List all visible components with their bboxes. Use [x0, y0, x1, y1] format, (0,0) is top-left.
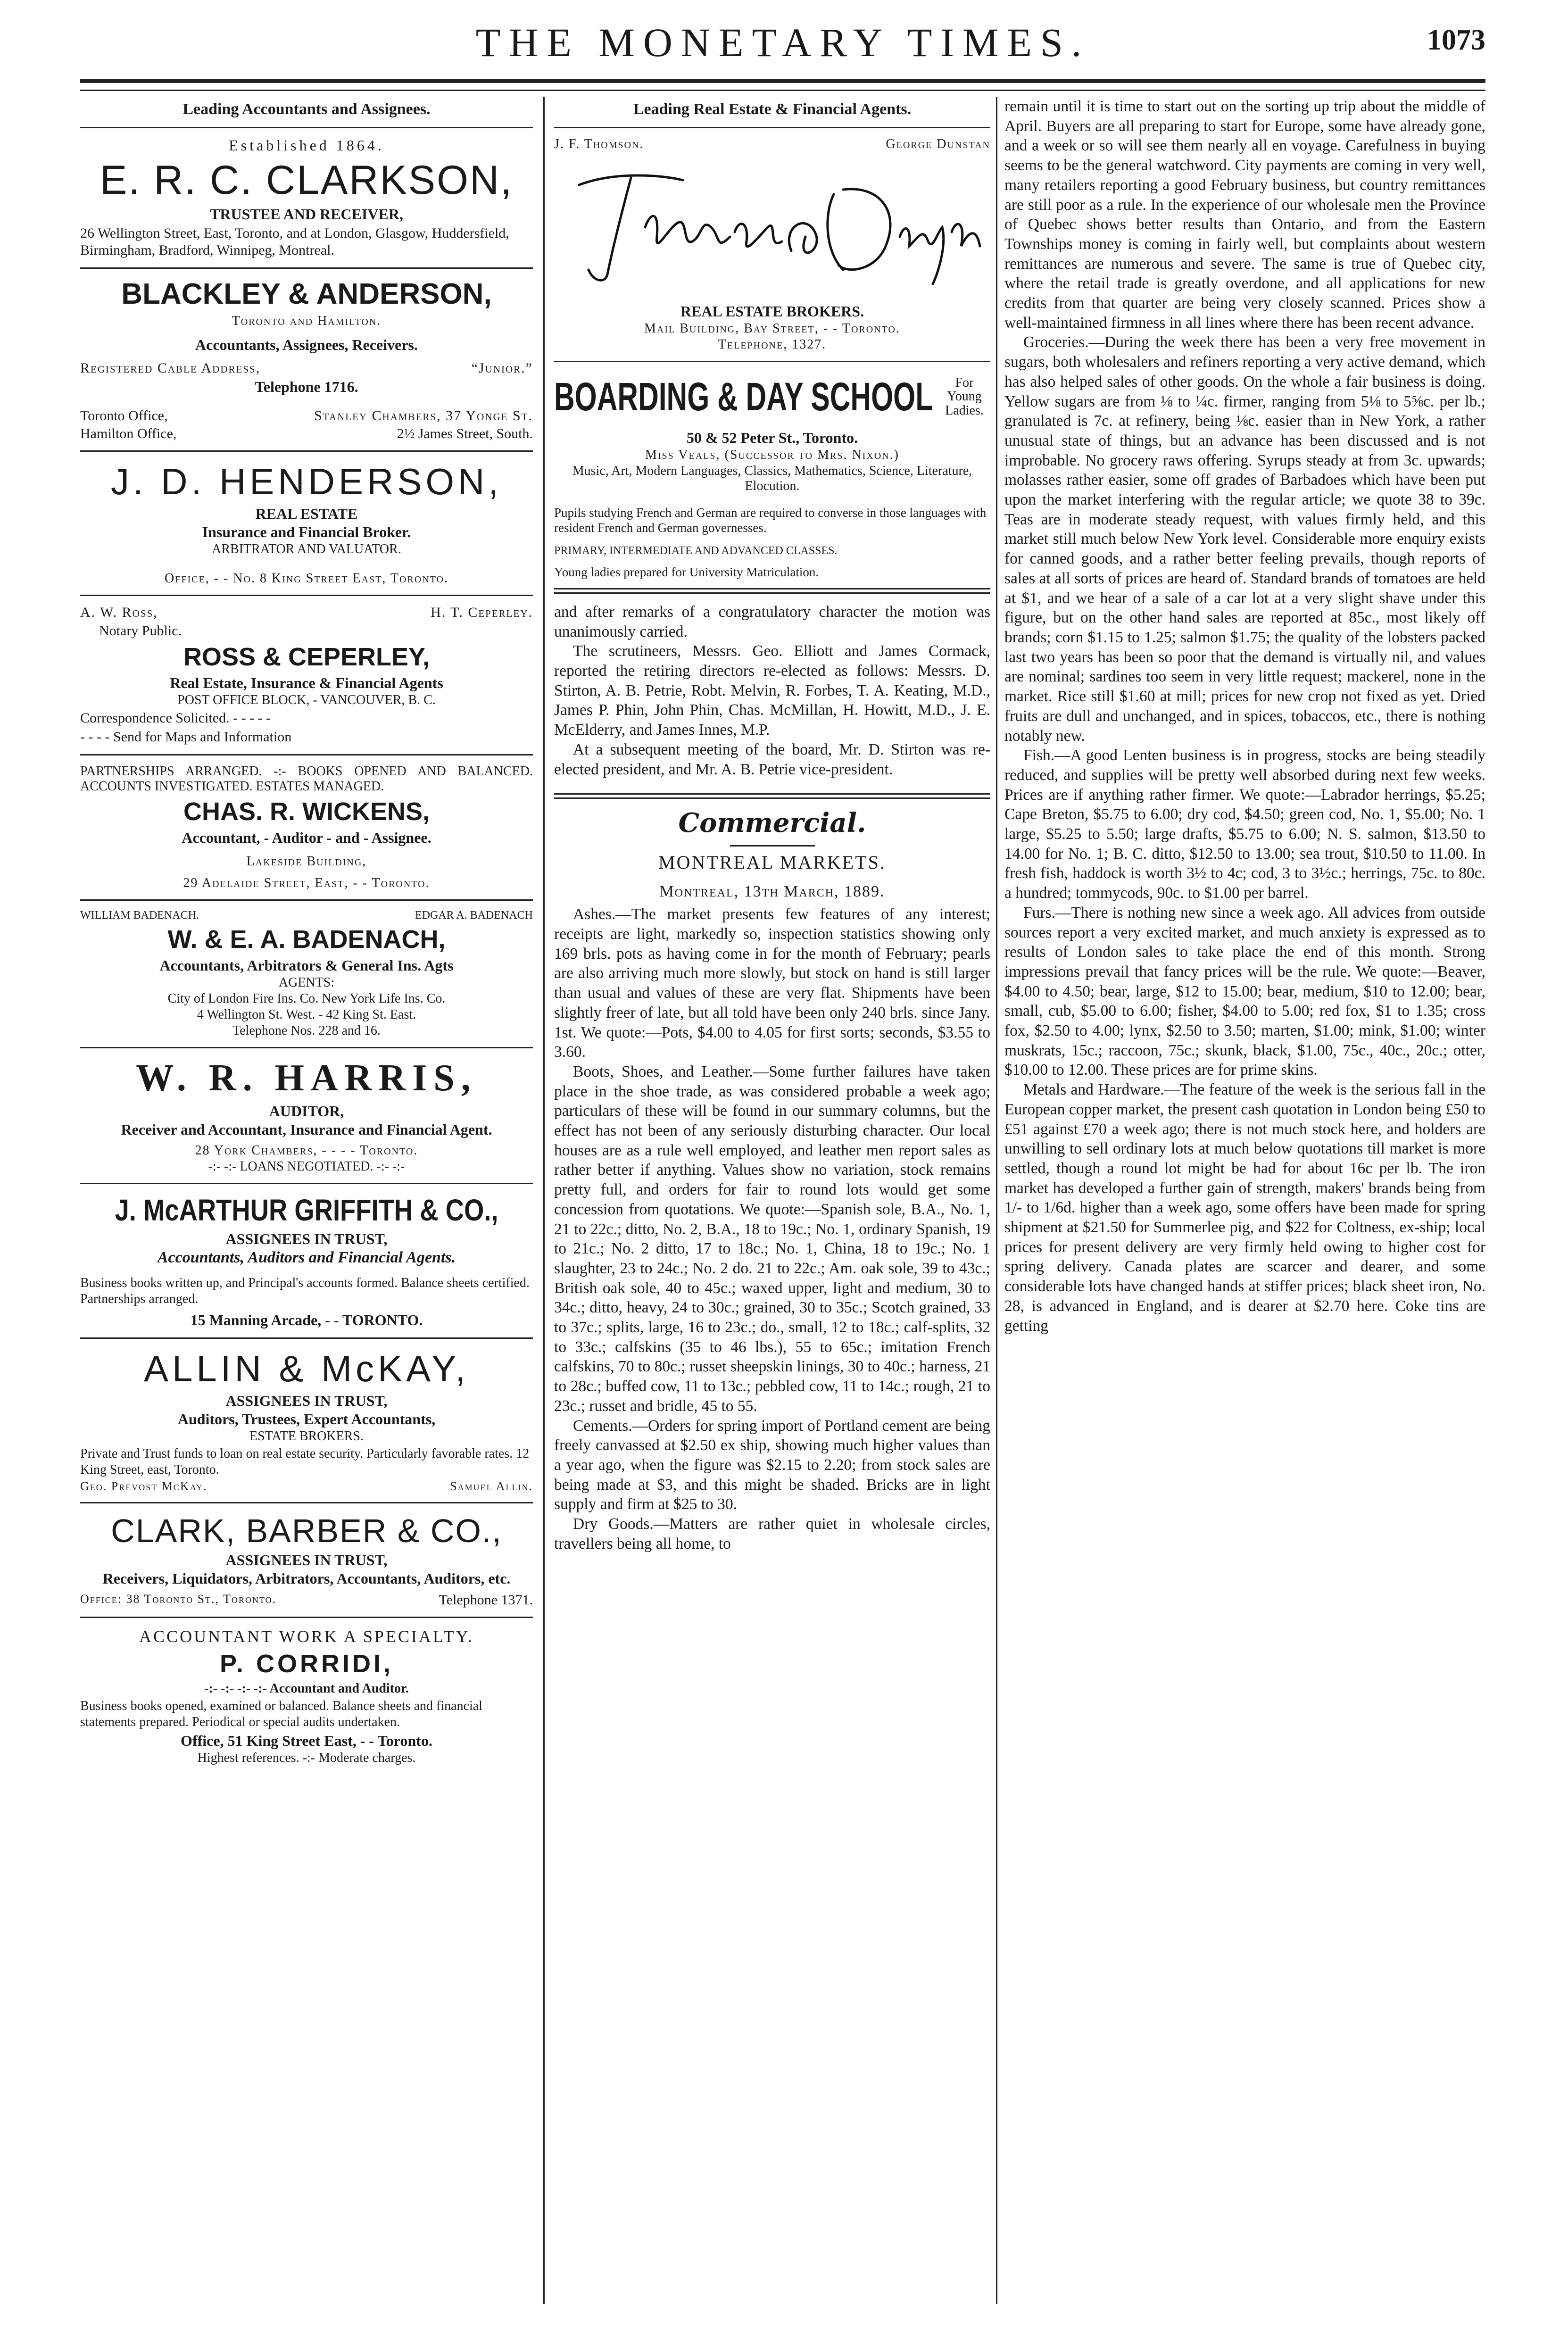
ad-text: Private and Trust funds to loan on real estate security. Particularly favorable rates. 12 King Street, east, Toronto. — [80, 1446, 530, 1477]
partner-name: H. T. Ceperley. — [431, 605, 533, 620]
paragraph-metals: Metals and Hardware.—The feature of the week is the serious fall in the European copper market, the present cash quotation in London being £50 to £51 against £70 a week ago; there is not much stock here, and holders are unwilling to sell ordinary lots at much below quotations till market is more settled, though a round lot might be had for about 16c per lb. The iron market has developed a further gain of strength, makers' brands being from 1/- to 1/6d. higher than a week ago, some offers have been made for spring shipment at $21.50 for Summerlee pig, and $22 for Coltness, ex-ship; local prices for present delivery are very firmly held owing to higher cost for spring delivery. Canada plates are scarcer and dearer, and some considerable lots have changed hands at stiffer prices; black sheet iron, No. 28, is advanced in England, and is dearer at $2.70 here. Coke tins are getting — [1004, 1081, 1485, 1335]
partner-name: Samuel Allin. — [450, 1479, 533, 1494]
hamilton-office-row — [80, 426, 533, 442]
established-line: Established 1864. — [229, 137, 384, 154]
toronto-office-row — [80, 408, 533, 424]
paragraph-furs: Furs.—There is nothing new since a week ago. All advices from outside sources report a very excited market, and much anxiety is expressed as to results of London sales to take place the end of this month. Strong impressions prevail that fancy prices will be the rule. We quote:—Beaver, $4.00 to 4.50; bear, large, $12 to 15.00; bear, medium, $10 to 12.00; bear, small, cub, $5.00 to 6.00; fisher, $4.00 to 5.00; red fox, $1 to 1.35; cross fox, $2.50 to 4.00; lynx, $2.50 to 3.50; marten, $1.00; mink, $1.00; winter muskrats, 15c.; raccoon, 75c.; skunk, black, $1.00, 75c., 40c., 20c.; otter, $10.00 to 12.00. These prices are for prime skins. — [1004, 904, 1485, 1079]
ad-badenach — [80, 909, 533, 1038]
firm-role: -:- -:- -:- -:- Accountant and Auditor. — [204, 1681, 409, 1696]
note-classes: PRIMARY, INTERMEDIATE AND ADVANCED CLASSES. — [554, 544, 838, 557]
firm-name: J. D. HENDERSON, — [110, 461, 503, 502]
firm-name: E. R. C. CLARKSON, — [100, 158, 513, 203]
ad-henderson — [80, 460, 533, 586]
paragraph: At a subsequent meeting of the board, Mr. D. Stirton was re-elected president, and Mr. A. B. Petrie vice-president. — [554, 740, 990, 778]
partner-name: J. F. Thomson. — [554, 137, 644, 151]
agents-label: AGENTS: — [278, 975, 335, 990]
firm-role: Insurance and Financial Broker. — [202, 523, 411, 540]
ad-griffith — [80, 1193, 533, 1329]
column-real-estate — [554, 97, 990, 2316]
column-markets-continued — [1004, 97, 1485, 2316]
masthead: THE MONETARY TIMES. — [475, 20, 1090, 65]
ad-ross-ceperley — [80, 605, 533, 746]
references: Highest references. -:- Moderate charges. — [197, 1750, 416, 1765]
column-divider — [543, 97, 545, 2304]
specialty-head: ACCOUNTANT WORK A SPECIALTY. — [139, 1627, 474, 1646]
ad-allin-mckay — [80, 1347, 533, 1494]
office-label: Hamilton Office, — [80, 426, 177, 441]
firm-role: Accountant, - Auditor - and - Assignee. — [182, 829, 431, 846]
article-montreal-markets — [554, 905, 990, 1553]
cable-label: Registered Cable Address, — [80, 360, 261, 376]
ad-corridi — [80, 1627, 533, 1765]
office: Office, 51 King Street East, - - Toronto. — [181, 1732, 432, 1749]
telephone: Telephone 1716. — [255, 378, 358, 395]
firm-name: W. R. HARRIS, — [136, 1057, 477, 1099]
paragraph-boots: Boots, Shoes, and Leather.—Some further failures have taken place in the shoe trade, as was considered probable a week ago; particulars of these will be found in our summary columns, but the effect has not been of any seriously disturbing character. Our local houses are as a rule well employed, and leather men report sales as rather better if anything. Values show no variation, stock remains pretty full, and orders for fair to round lots would get some concession from quotations. We quote:—Spanish sole, B.A., No. 1, 21 to 22c.; ditto, No. 2, B.A., 18 to 19c.; No. 1, ordinary Spanish, 19 to 21c.; No. 2 ditto, 17 to 18c.; No. 1, China, 18 to 19c.; No. 1 slaughter, 23 to 24c.; No. 2 do. 21 to 22c.; Am. oak sole, 39 to 43c.; British oak sole, 40 to 45c.; waxed upper, light and medium, 30 to 34c.; ditto, heavy, 24 to 30c.; grained, 30 to 35c.; Scotch grained, 33 to 37c.; splits, large, 16 to 23c.; do., small, 12 to 18c.; calf-splits, 32 to 33c.; calfskins (35 to 46 lbs.), 55 to 65c.; imitation French calfskins, 70 to 80c.; russet sheepskin linings, 30 to 40c.; harness, 21 to 28c.; buffed cow, 11 to 13c.; pebbled cow, 11 to 14c.; rough, 21 to 23c.; russet and bridle, 45 to 55. — [554, 1062, 990, 1415]
firm-role: Receivers, Liquidators, Arbitrators, Accountants, Auditors, etc. — [102, 1570, 511, 1587]
send-maps: - - - - Send for Maps and Information — [80, 729, 292, 745]
firm-role: REAL ESTATE — [255, 505, 358, 522]
ad-clarkson — [80, 137, 533, 259]
paragraph-cements: Cements.—Orders for spring import of Portland cement are being freely canvassed at $2.50 ex ship, showing much higher values than a year ago, when the figure was $2.15 to 2.20; from stock sales are being made at $3, and this might be shaded. Bricks are in light supply and firm at $25 to 30. — [554, 1417, 990, 1513]
firm-role: Accountants, Arbitrators & General Ins. Agts — [159, 957, 454, 974]
article-markets-continued — [1004, 97, 1485, 1336]
partner-name: EDGAR A. BADENACH — [415, 909, 533, 921]
note-matriculation: Young ladies prepared for University Matriculation. — [554, 564, 819, 579]
dateline: Montreal, 13th March, 1889. — [659, 883, 885, 901]
firm-role: ASSIGNEES IN TRUST, — [225, 1230, 388, 1247]
paragraph-intro: remain until it is time to start out on the sorting up trip about the middle of April. Buyers are all preparing to start for Europe, some have already gone, and a week or so will see them nearly all en voyage. Carefulness in buying seems to be the general watchword. City payments are coming in very well, many retailers reporting a good February business, but country remittances are still poor as a rule. In the experience of our wholesale men the Province of Quebec shows better results than Ontario, and from the Eastern Townships money is coming in fairly well, but complaints about western remittances are numerous and severe. The same is true of Quebec city, where the retail trade is greatly overdone, and all applications for new credits from that quarter are being very closely scanned. Prices show a well-maintained firmness in all lines where there has been recent advance. — [1004, 98, 1485, 332]
telephone: Telephone 1371. — [439, 1592, 533, 1608]
note-languages: Pupils studying French and German are required to converse in those languages with resident French and German governesses. — [554, 506, 987, 535]
article-meeting — [554, 602, 990, 779]
subjects: Music, Art, Modern Languages, Classics, Mathematics, Science, Literature, Elocution. — [572, 464, 972, 493]
telephone: Telephone Nos. 228 and 16. — [232, 1023, 381, 1038]
montreal-markets-title: MONTREAL MARKETS. — [658, 852, 886, 873]
partner-name: Geo. Prevost McKay. — [80, 1479, 207, 1494]
firm-role: Real Estate, Insurance & Financial Agents — [170, 674, 443, 691]
header-rule — [80, 79, 1485, 83]
firm-role: REAL ESTATE BROKERS. — [680, 303, 864, 320]
firm-role: Auditors, Trustees, Expert Accountants, — [177, 1411, 436, 1428]
commercial-heading: Commercial. — [678, 807, 866, 839]
cable-value: “Junior.” — [471, 360, 533, 376]
paragraph-dry-goods: Dry Goods.—Matters are rather quiet in wholesale circles, travellers being all home, to — [554, 1515, 990, 1552]
paragraph: The scrutineers, Messrs. Geo. Elliott and James Cormack, reported the retiring directors re-elected as follows: Messrs. D. Stirton, A. B. Petrie, Robt. Melvin, R. Forbes, T. A. Keating, M.D., James P. Phin, John Phin, Chas. McMillan, H. Howitt, M.D., J. E. McElderry, and James Innes, M.P. — [554, 642, 990, 739]
column-divider — [996, 97, 997, 2304]
paragraph-ashes: Ashes.—The market presents few features of any interest; receipts are light, markedly so, inspection statistics showing only 169 brls. pots as having come in for the month of February; pearls are also arriving much more slowly, but stock on hand is still larger than usual and values of these are very flat. Shipments have been slightly freer of late, but all told have been only 240 brls. since Jany. 1st. We quote:—Pots, $4.00 to 4.05 for first sorts; seconds, $3.55 to 3.60. — [554, 905, 990, 1061]
header-rule-thin — [80, 90, 1485, 91]
addresses: 4 Wellington St. West. - 42 King St. East. — [197, 1007, 416, 1022]
ad-text: Business books written up, and Principal's accounts formed. Balance sheets certified. Partnerships arranged. — [80, 1276, 530, 1306]
office-line: Office, - - No. 8 King Street East, Toronto. — [165, 571, 448, 586]
ad-blackley-anderson — [80, 277, 533, 442]
office-label: Toronto Office, — [80, 408, 168, 423]
firm-name: CHAS. R. WICKENS, — [183, 797, 430, 826]
firm-name: W. & E. A. BADENACH, — [167, 925, 446, 954]
page-number: 1073 — [1427, 24, 1485, 56]
firm-role: ASSIGNEES IN TRUST, — [225, 1552, 388, 1569]
address: 15 Manning Arcade, - - TORONTO. — [190, 1311, 423, 1329]
ad-text: Business books opened, examined or balanced. Balance sheets and financial statements prepared. Periodical or special audits undertaken. — [80, 1699, 482, 1729]
partner-row — [80, 605, 533, 621]
office-row — [80, 1592, 533, 1608]
page-header — [80, 19, 1485, 75]
address: 29 Adelaide Street, East, - - Toronto. — [183, 876, 430, 890]
office-value: 2½ James Street, South. — [397, 426, 533, 441]
firm-role: ESTATE BROKERS. — [249, 1429, 364, 1444]
partner-name: A. W. Ross, — [80, 605, 158, 620]
paragraph-groceries: Groceries.—During the week there has been a very free movement in sugars, both wholesalers and refiners reporting a very active demand, which has also helped sales of other goods. On the whole a fair business is doing. Yellow sugars are from ⅛ to ¼c. firmer, ranging from 5⅛ to 5⅝c. per lb.; granulated is 7c. at refinery, being ⅛c. easier than in New York, a rather unusual state of things, but an advance has been discussed and is not improbable. No grocery raws offering. Syrups steady at from 3c. upwards; molasses rather easier, some off grades of Barbadoes which have been put upon the market interfering with the regular article; we quote 38 to 39c. Teas are in moderate steady request, with values firmly held, and this market still much below New York level. Considerable more enquiry exists for canned goods, and a rather better feeling prevails, though reports of sales at all sorts of prices are heard of. Standard brands of tomatoes are held at $1, and we hear of a sale of a car lot at a very slight shave under this figure, but on the other hand sales are reported at 85c., most likely off brands; corn $1.15 to 1.25; salmon $1.75; the quality of the lobsters packed last two years has been so poor that the demand is virtually nil, and values are nominal; sardines too seem in very little request; mackerel, none in the market. Rice still $1.60 at mill; prices for new crop not fixed as yet. Dried fruits are dull and unchanged, and in spices, tobaccos, etc., there is nothing notably new. — [1004, 333, 1485, 745]
notary: Notary Public. — [99, 623, 182, 639]
partner-name: WILLIAM BADENACH. — [80, 909, 199, 921]
address: Mail Building, Bay Street, - - Toronto. — [644, 321, 900, 336]
partner-name: George Dunstan — [886, 137, 990, 151]
firm-role: AUDITOR, — [269, 1103, 344, 1120]
school-title: BOARDING & DAY SCHOOL — [554, 374, 933, 419]
firm-role: Accountants, Auditors and Financial Agents. — [157, 1249, 456, 1266]
correspondence: Correspondence Solicited. - - - - - — [80, 710, 271, 726]
building: Lakeside Building, — [246, 854, 367, 869]
firm-role: Accountants, Assignees, Receivers. — [195, 336, 418, 353]
ad-harris — [80, 1057, 533, 1174]
telephone: Telephone, 1327. — [718, 337, 827, 352]
paragraph-fish: Fish.—A good Lenten business is in progress, stocks are being steadily reduced, and supplies will be pretty well absorbed during next few weeks. Prices are if anything rather firmer. We quote:—Labrador herrings, $5.25; Cape Breton, $5.75 to 6.00; dry cod, $4.50; green cod, No. 1, $5.00; No. 1 large, $5.25 to 5.50; large drafts, $5.75 to 6.00; N. S. salmon, $13.50 to 14.00 for No. 1; B. C. ditto, $12.50 to 13.00; sea trout, $10.50 to 11.00. In fresh fish, haddock is worth 3½ to 4c; cod, 3 to 3½c.; herrings, 75c. to 80c. a hundred; tommycods, 90c. to $1.00 per barrel. — [1004, 747, 1485, 902]
school-address: 50 & 52 Peter St., Toronto. — [686, 429, 858, 446]
firm-name: BLACKLEY & ANDERSON, — [121, 278, 492, 310]
agencies: City of London Fire Ins. Co. New York Life Ins. Co. — [167, 991, 446, 1006]
ad-clark-barber — [80, 1512, 533, 1608]
firm-role: ASSIGNEES IN TRUST, — [225, 1392, 388, 1410]
column-accountants — [80, 97, 533, 2316]
loans: -:- -:- LOANS NEGOTIATED. -:- -:- — [208, 1159, 405, 1174]
firm-city: Toronto and Hamilton. — [232, 314, 382, 328]
partner-row — [80, 1479, 533, 1494]
for-young-ladies: For Young Ladies. — [945, 375, 984, 418]
office: Office: 38 Toronto St., Toronto. — [80, 1592, 277, 1606]
ad-thomson-dunstan — [554, 137, 990, 352]
address: 28 York Chambers, - - - - Toronto. — [195, 1143, 418, 1158]
firm-role: Receiver and Accountant, Insurance and Financial Agent. — [121, 1121, 492, 1138]
partner-row — [554, 137, 990, 152]
firm-name: ROSS & CEPERLEY, — [183, 643, 430, 671]
firm-name: P. CORRIDI, — [219, 1650, 394, 1678]
firm-name: ALLIN & McKAY, — [143, 1348, 470, 1390]
firm-address: 26 Wellington Street, East, Toronto, and at London, Glasgow, Huddersfield, Birmingham, Bradford, Winnipeg, Montreal. — [80, 225, 509, 258]
ad-boarding-school — [554, 371, 990, 580]
notice: PARTNERSHIPS ARRANGED. -:- BOOKS OPENED AND BALANCED. ACCOUNTS INVESTIGATED. ESTATES MANAGED. — [80, 764, 533, 794]
firm-role: ARBITRATOR AND VALUATOR. — [212, 542, 401, 556]
ad-wickens — [80, 764, 533, 891]
signature-logo — [560, 157, 985, 298]
cable-row — [80, 360, 533, 376]
firm-name: J. McARTHUR GRIFFITH & CO., — [115, 1193, 498, 1227]
paragraph: and after remarks of a congratulatory character the motion was unanimously carried. — [554, 603, 990, 640]
principal: Miss Veals, (Successor to Mrs. Nixon.) — [645, 448, 899, 462]
post-office: POST OFFICE BLOCK, - VANCOUVER, B. C. — [177, 693, 436, 707]
section-heading: Leading Accountants and Assignees. — [183, 100, 431, 118]
firm-role: TRUSTEE AND RECEIVER, — [210, 206, 403, 223]
section-heading: Leading Real Estate & Financial Agents. — [633, 100, 912, 118]
firm-name: CLARK, BARBER & CO., — [111, 1512, 502, 1550]
office-value: Stanley Chambers, 37 Yonge St. — [314, 408, 533, 423]
partner-row — [80, 909, 533, 922]
